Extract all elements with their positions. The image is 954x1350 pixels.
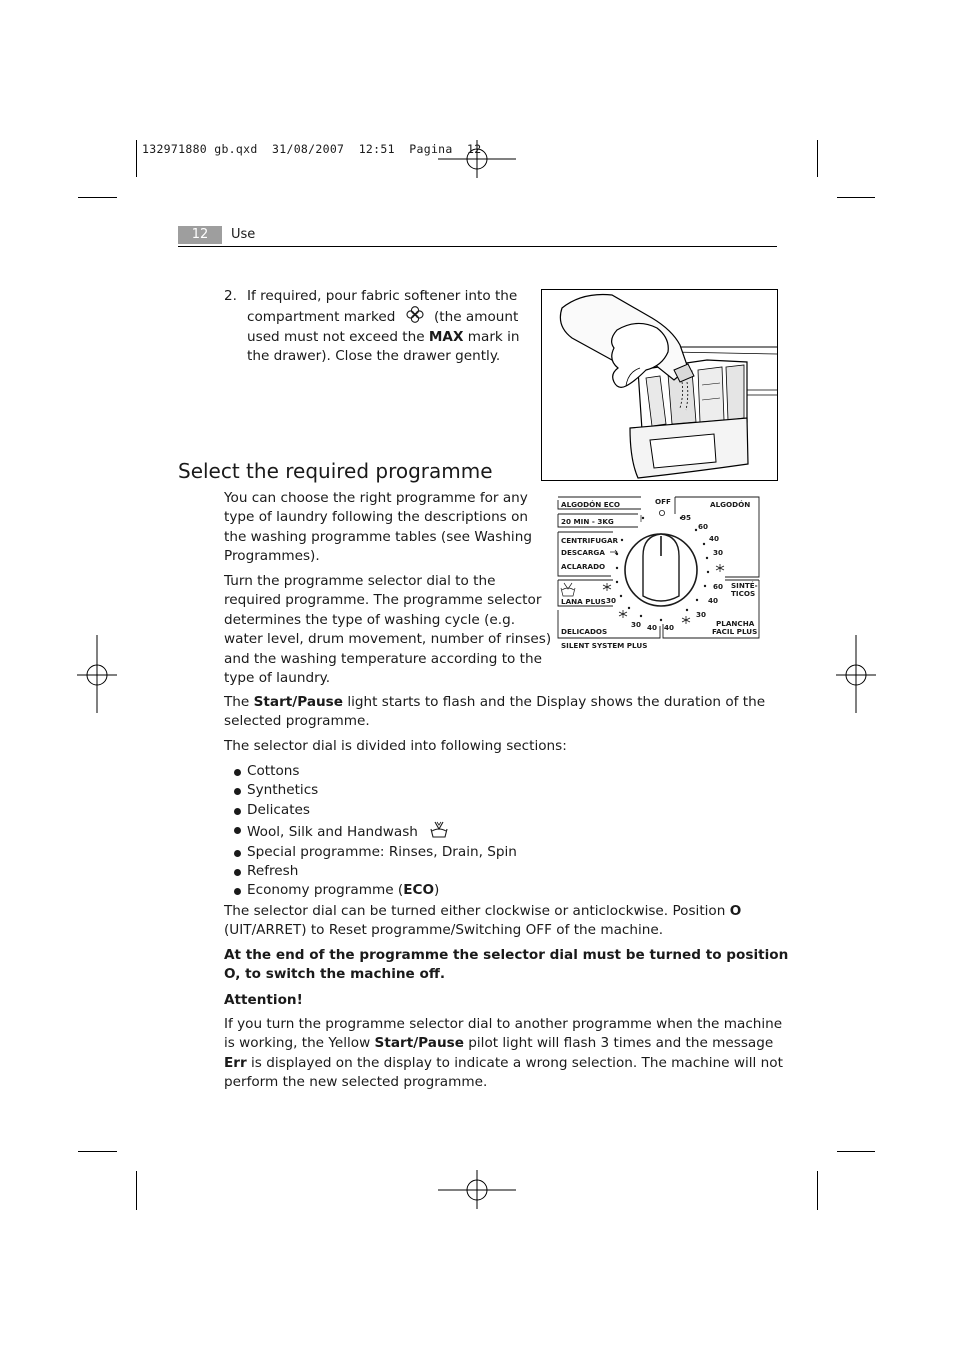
dial-label-aclarado: ACLARADO (561, 562, 606, 571)
registration-mark-left (76, 634, 118, 714)
dial-label-sinte: SINTÉ- (731, 581, 758, 590)
list-item: Wool, Silk and Handwash (224, 820, 624, 842)
header-rule (178, 246, 777, 247)
dial-label-descarga: DESCARGA (561, 548, 605, 557)
crop-mark (837, 197, 875, 198)
dial-label-algodon-eco: ALGODÓN ECO (561, 500, 621, 509)
drawer-illustration (541, 289, 778, 481)
step-number: 2. (224, 288, 237, 304)
dial-temp: 30 (631, 620, 642, 629)
dial-label-plancha: PLANCHA (716, 619, 755, 628)
crop-mark (136, 1171, 137, 1210)
handwash-icon (429, 820, 449, 839)
clockwise-paragraph: The selector dial can be turned either clockwise or anticlockwise. Position O (UIT/ARRET) to Reset programme/Switching OFF of the machine. (224, 903, 742, 939)
registration-mark-bottom (438, 1170, 518, 1210)
dial-label-algodon: ALGODÓN (710, 500, 751, 509)
crop-mark (817, 140, 818, 177)
handwash-icon (561, 583, 575, 596)
dial-temp: 60 (698, 522, 709, 531)
list-item: Economy programme (ECO) (224, 881, 624, 900)
list-item: Delicates (224, 801, 624, 820)
dial-temp: 40 (664, 623, 675, 632)
list-item: Refresh (224, 862, 624, 881)
dial-temp: 30 (606, 596, 617, 605)
section-label: Use (231, 227, 256, 242)
sections-intro: The selector dial is divided into following sections: (224, 738, 567, 754)
crop-mark (817, 1171, 818, 1210)
dial-temp: 95 (681, 513, 692, 522)
crop-mark (78, 197, 117, 198)
list-item: Synthetics (224, 781, 624, 800)
step-line: used must not exceed the MAX mark in (247, 328, 520, 345)
dial-label-silent: SILENT SYSTEM PLUS (561, 641, 648, 650)
step-line: the drawer). Close the drawer gently. (247, 348, 501, 365)
softener-pouring-illustration (542, 290, 777, 480)
flower-softener-icon (406, 306, 424, 323)
programme-selector-dial (555, 494, 763, 654)
crop-mark (78, 1151, 117, 1152)
selector-paragraph: Turn the programme selector dial to the required programme. The programme selector determines the type of washing cycle (e.g. water level, drum movement, number of rinses) and the washing temperature according to the type of laundry. (224, 573, 552, 687)
dial-temp: 40 (708, 596, 719, 605)
attention-heading: Attention! (224, 992, 303, 1008)
registration-mark-right (835, 634, 877, 714)
dial-label-lana-plus: LANA PLUS (561, 597, 606, 606)
attention-paragraph: If you turn the programme selector dial to another programme when the machine is working, the Yellow Start/Pause pilot light will flash 3 times and the message Err is displayed on the display to indicate a wrong selection. The machine will not perform the new selected programme. (224, 1016, 783, 1091)
dial-label-20min: 20 MIN - 3KG (561, 517, 614, 526)
dial-label-off: OFF (655, 497, 671, 506)
dial-temp: 40 (709, 534, 720, 543)
dial-label-ticos: TICOS (731, 589, 756, 598)
registration-mark-top (438, 130, 518, 190)
start-pause-paragraph: The Start/Pause light starts to flash and the Display shows the duration of the selected programme. (224, 694, 766, 730)
section-heading: Select the required programme (178, 459, 493, 483)
step-line: compartment marked (the amount (247, 306, 524, 327)
dial-label-facil-plus: FACIL PLUS (712, 627, 758, 636)
dial-label-delicados: DELICADOS (561, 627, 608, 636)
dial-temp: 60 (713, 582, 724, 591)
crop-mark (837, 1151, 875, 1152)
dial-temp: 30 (713, 548, 724, 557)
switch-off-note: At the end of the programme the selector dial must be turned to position O, to switch the machine off. (224, 947, 789, 983)
step-line: If required, pour fabric softener into the (247, 288, 518, 304)
print-slug: 132971880 gb.qxd 31/08/2007 12:51 Pagina 12 (142, 142, 482, 156)
dial-sections-list (224, 762, 624, 901)
page-number: 12 (178, 226, 222, 244)
list-item: Cottons (224, 762, 624, 781)
intro-paragraph: You can choose the right programme for any type of laundry following the descriptions on the washing programme tables (see Washing Programmes). (224, 490, 532, 565)
list-item: Special programme: Rinses, Drain, Spin (224, 843, 624, 862)
dial-temp: 30 (696, 610, 707, 619)
dial-temp: 40 (647, 623, 658, 632)
step-2 (224, 287, 524, 367)
dial-label-centrifugar: CENTRIFUGAR (561, 536, 619, 545)
crop-mark (136, 140, 137, 177)
